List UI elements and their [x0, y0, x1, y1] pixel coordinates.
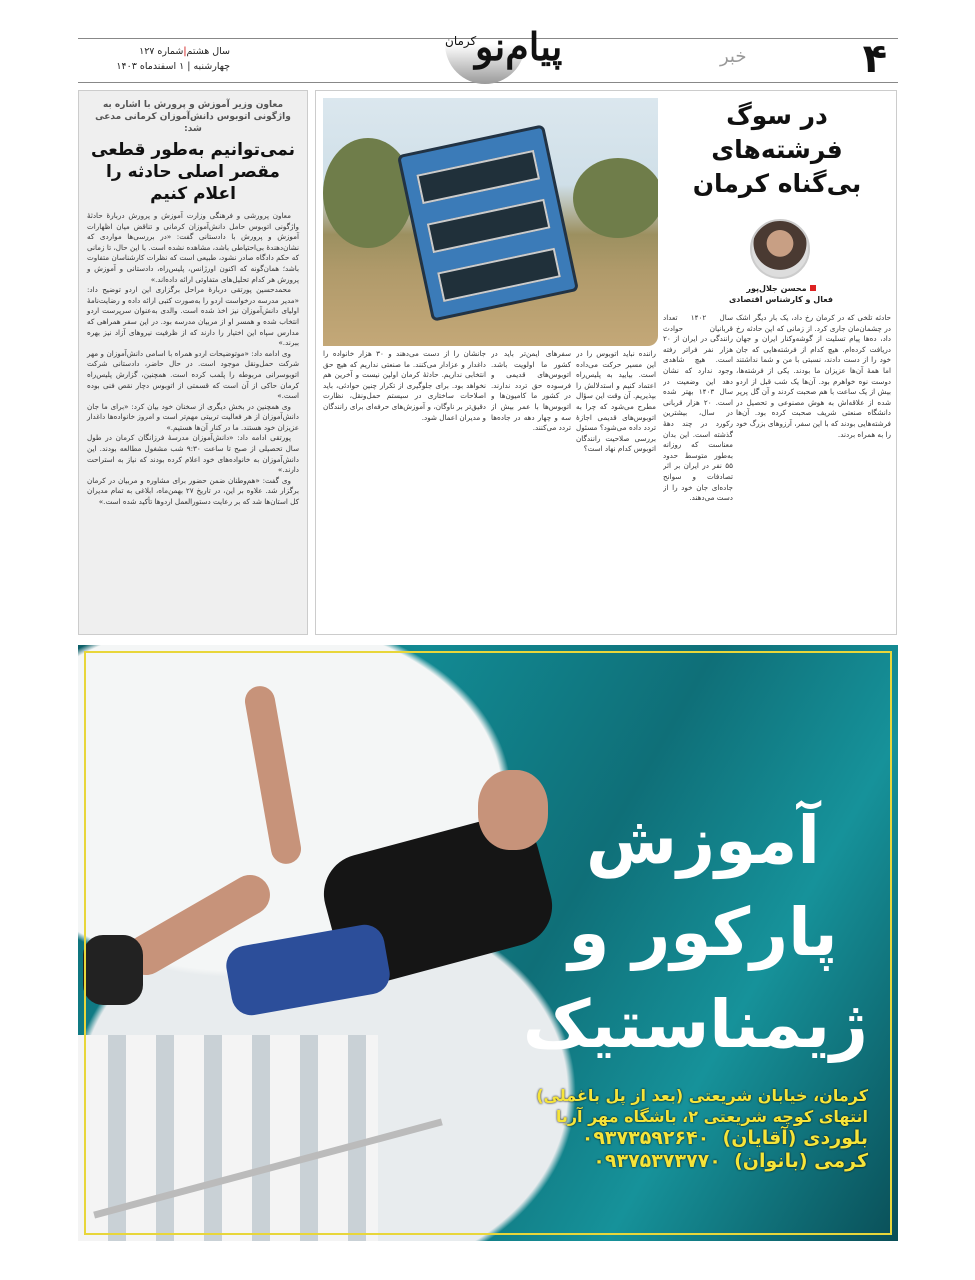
article-column: سال ۱۴۰۲ تعداد قربانیان حوادث رانندگی در ایران از ۲۰ هزار نفر فراتر رفته است. هیچ شاهدی وجود ندارد که نشان دهد این وضعیت در سال ۱۴۰۳ بهتر شده است. ۲۰ هزار قربانی در سال، بیشترین رکورد در چند دههٔ گذشته است. این بدان معناست که روزانه به‌طور متوسط حدود ۵۵ نفر در ایران بر اثر تصادفات و سوانح جاده‌ای جان خود را از دست می‌دهند. — [663, 313, 733, 503]
ad-title — [522, 795, 868, 1071]
issue-date: ۱ اسفندماه ۱۴۰۳ — [116, 61, 185, 72]
main-article — [315, 90, 897, 635]
sidebar-article — [78, 90, 308, 635]
logo-brand: پیام‌نو — [475, 24, 563, 69]
phone-label: بلوردی (آقایان) — [722, 1127, 868, 1149]
ad-title-line: ژیمناستیک — [522, 986, 868, 1063]
article-column: جانشان را از دست می‌دهند و ۳۰ هزار خانواده را داغدار و عزادار می‌کنند. ما صنعتی نداریم که هیچ حق انتخابی نداریم. حادثهٔ کرمان اولین نیست و آخرین هم نخواهد بود. برای جلوگیری از تکرار چنین حوادثی، باید اصلاحات ساختاری در سیستم حمل‌ونقل، نظارت دقیق‌تر بر ناوگان، و آموزش‌های حرفه‌ای برای رانندگان و مدیران اعمال شود. — [323, 349, 486, 422]
sidebar-kicker: معاون وزیر آموزش و پرورش با اشاره به واژگونی اتوبوس دانش‌آموزان کرمانی مدعی شد: — [95, 100, 291, 134]
sidebar-body — [87, 211, 299, 508]
author-avatar — [750, 219, 810, 279]
ad-contact-info — [508, 1085, 868, 1173]
ad-title-line: آموزش — [586, 802, 820, 879]
ad-title-line: پارکور و — [568, 894, 838, 971]
paragraph: وی گفت: «هم‌وطنان ضمن حضور برای مشاوره و مربیان در کرمان برگزار شد. علاوه بر این، در تاریخ ۲۷ بهمن‌ماه، ابلاغی به تمام مدیران کل استان‌ها شد که بر رعایت دستورالعمل اردوها تأکید شده است.» — [87, 475, 300, 507]
phone-label: کرمی (بانوان) — [734, 1150, 868, 1172]
ad-address-line: کرمان، خیابان شریعتی (بعد از پل باغملی) — [536, 1086, 868, 1105]
newspaper-logo — [435, 22, 563, 90]
article-column: سفرهای ایمن‌تر باید در کشور ما اولویت باشد. اتوبوس‌های قدیمی و فرسوده حق تردد ندارند. در کشور ما کامیون‌ها و اتوبوس‌ها با عمر بیش از سه و چهار دهه در جاده‌ها تردد می‌کنند. — [491, 349, 571, 433]
parkour-advertisement — [78, 645, 898, 1241]
issue-number: شماره ۱۲۷ — [139, 46, 184, 57]
section-label: خبر — [720, 46, 747, 67]
paragraph: محمدحسین پورتقی دربارهٔ مراحل برگزاری این اردو توضیح داد: «مدیر مدرسه درخواست اردو را به‌صورت کتبی ارائه داده و رضایت‌نامهٔ اولیای دانش‌آموزان نیز اخذ شده است. والدی به‌عنوان سرپرست اردو انتخاب شده و همسر او از مربیان مدرسه بود. در این سفر همراهی که مدارس سپاه این اختیار را دارند که از ظرفیت نیروهای آزاد نیز بهره ببرند.» — [87, 285, 299, 348]
author-title: فعال و کارشناس اقتصادی — [728, 295, 834, 304]
article-headline: در سوگ فرشته‌های بی‌گناه کرمان — [692, 101, 862, 198]
sidebar-headline: نمی‌توانیم به‌طور قطعی مقصر اصلی حادثه را اعلام کنیم — [91, 140, 295, 204]
phone-number: ۰۹۳۷۵۳۷۳۷۷۰ — [593, 1150, 721, 1172]
paragraph: معاون پرورشی و فرهنگی وزارت آموزش و پرورش دربارهٔ حادثهٔ واژگونی اتوبوس حامل دانش‌آموزان کرمانی و تناقض میان اظهارات آموزش و پرورش با دادستانی گفت: «در بررسی‌ها مواردی که نشان‌دهندهٔ بی‌احتیاطی باشد، مشاهده نشده است. با این حال، تا زمانی که حکم دادگاه صادر نشود، طبیعی است که نظرات کارشناسان متفاوت باشد؛ همان‌گونه که اکنون اورژانس، پلیس‌راه، دادستانی و آموزش و پرورش هر کدام تحلیل‌های متفاوتی ارائه داده‌اند.» — [87, 211, 299, 284]
overturned-bus-photo — [323, 98, 658, 346]
issue-day: چهارشنبه — [193, 61, 230, 72]
ad-address-line: انتهای کوچه شریعتی ۲، باشگاه مهر آریا — [555, 1107, 868, 1126]
paragraph: پورتقی ادامه داد: «دانش‌آموزان مدرسهٔ فرزانگان کرمان در طول سال تحصیلی از صبح تا ساعت ۹:۳۰ شب مشغول مطالعه بودند. این دانش‌آموزان به خانواده‌های خود اعلام کرده بودند که نیاز به استراحت دارند.» — [87, 433, 299, 475]
phone-number: ۰۹۳۷۳۵۹۲۶۴۰ — [581, 1127, 710, 1149]
paragraph: وی ادامه داد: «موتوضیحات اردو همراه با اسامی دانش‌آموزان و مهر شرکت حمل‌ونقل موجود است. در حال حاضر، دادستانی شرکت اتوبوسرانی مربوطه را پلمب کرده است. همچنین، گزارش پلیس‌راه کرمان حاکی از آن است که قسمتی از اتوبوس دچار نقص فنی بوده است.» — [87, 348, 299, 401]
issue-year: سال هشتم — [186, 46, 230, 57]
author-byline — [696, 283, 866, 305]
bullet-square-icon — [810, 285, 816, 291]
article-column: حادثه تلخی که در کرمان رخ داد، یک بار دیگر اشک در چشمان‌مان جاری کرد. از زمانی که این حادثه رخ داد، ده‌ها پیام تسلیت از گوشه‌وکنار ایران و جهان دریافت کرده‌ام. هیچ کدام از فرشته‌هایی که جان خود را از دست دادند، نسبتی با من و شما نداشتند اما همهٔ آن‌ها عزیزان ما بودند. یکی از فرشته‌ها، دوست نوه خواهرم بود. آن‌ها یک شب قبل از اردو بیش از یک ساعت با هم صحبت کردند و آن گل پرپر شده از علاقه‌اش به هوش مصنوعی و تحصیل در دانشگاه صنعتی شریف صحبت کرده بود. آن‌ها فرشته‌هایی بودند که با این سفر، آرزوهای بزرگ خود را به همراه بردند. — [736, 313, 891, 439]
page-number: ۴ — [862, 36, 887, 82]
issue-info: سال هشتم|شماره ۱۲۷ چهارشنبه | ۱ اسفندماه ۱۴۰۳ — [116, 46, 230, 72]
paragraph: وی همچنین در بخش دیگری از سخنان خود بیان کرد: «برای ما جان دانش‌آموزان از هر فعالیت تربیتی مهم‌تر است و امروز خانواده‌ها داغدار عزیزان خود هستند. ما در کنار آن‌ها هستیم.» — [87, 401, 299, 432]
author-name: محسن جلال‌پور — [746, 284, 807, 293]
logo-city: کرمان — [445, 34, 477, 48]
article-column: راننده نباید اتوبوس را در این مسیر حرکت می‌داده است. بیایید به پلیس‌راه اعتماد کنیم و استدلالش را بپذیریم. آن وقت این سؤال مطرح می‌شود که چرا به اتوبوس‌های قدیمی اجازهٔ تردد داده می‌شود؟ مسئول بررسی صلاحیت رانندگان اتوبوس کدام نهاد است؟ — [576, 349, 656, 454]
